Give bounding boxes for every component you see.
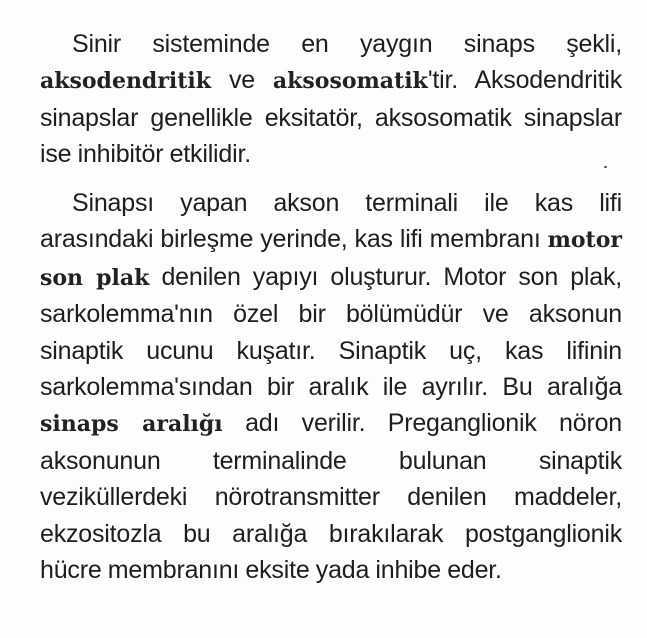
term-motor-son-plak: motor son plak [40,227,622,291]
paragraph1-text-2: ve [211,66,273,95]
term-aksosomatik: aksosomatik [272,68,428,95]
paragraph-motor-end-plate [40,185,622,588]
paragraph-synapse-types [40,26,622,173]
paragraph2-text-3: adı verilir. Preganglionik nöron aksonunun terminalinde bulunan sinaptik veziküllerdeki nörotransmitter denilen maddeler, ekzositozla bu aralığa bırakılarak postganglionik hücre membranını eksite yada inhibe eder. [40,409,622,585]
scan-speck [604,166,607,168]
paragraph1-text-1: Sinir sisteminde en yaygın sinaps şekli, [72,30,622,58]
paragraph2-text-2: denilen yapıyı oluşturur. Motor son plak, sarkolemma'nın özel bir bölümüdür ve aksonun sinaptik ucunu kuşatır. Sinaptik uç, kas lifinin sarkolemma'sından bir aralık ile ayrılır. Bu aralığa [40,262,623,402]
term-sinaps-araligi: sinaps aralığı [40,411,223,438]
paragraph2-text-1: Sinapsı yapan akson terminali ile kas lifi arasındaki birleşme yerinde, kas lifi membranı [40,189,622,254]
paragraph1-text-3: 'tir. Aksodendritik sinapslar genellikle eksitatör, aksosomatik sinapslar ise inhibitör etkilidir. [40,66,622,169]
term-aksodendritik: aksodendritik [40,68,212,95]
